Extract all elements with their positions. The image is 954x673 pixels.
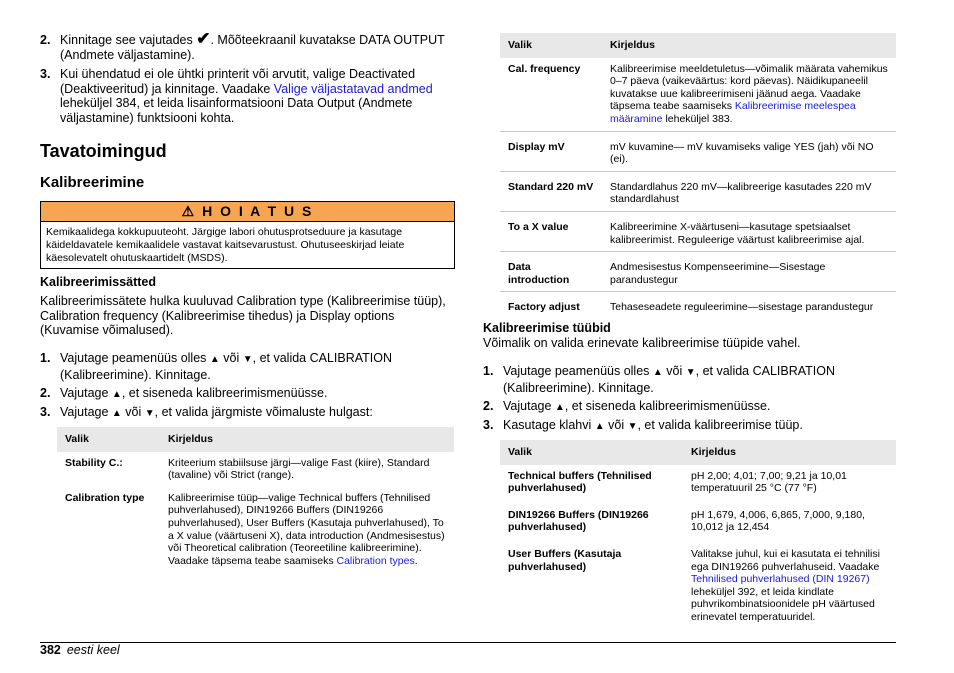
up-arrow-icon: ▲ bbox=[594, 421, 605, 432]
warning-title: H O I A T U S bbox=[202, 203, 314, 219]
table-row bbox=[500, 171, 896, 211]
down-arrow-icon: ▼ bbox=[627, 421, 638, 432]
link-calibration-types[interactable]: Calibration types bbox=[336, 554, 415, 567]
settings-step-1 bbox=[40, 351, 455, 382]
step-text: Vajutage bbox=[60, 386, 112, 400]
table-row bbox=[500, 252, 896, 292]
heading-kalibreerimine: Kalibreerimine bbox=[40, 174, 145, 191]
warning-box bbox=[40, 201, 455, 269]
step-number: 2. bbox=[40, 386, 51, 400]
link-kalibreerimise-meelespea[interactable]: Kalibreerimise meelespea määramine bbox=[610, 100, 856, 125]
step-number: 3. bbox=[40, 405, 51, 419]
warning-text: Kemikaalidega kokkupuuteoht. Järgige labori ohutusprotseduure ja kasutage käideldavatele kemikaalidele vastavat kaitsevarustust. Ohutuseeskirjad leiate käesolevatelt ohutuskaartidelt (MSDS). bbox=[46, 226, 405, 264]
option-description: Andmesisestus Kompenseerimine—Sisestage parandustegur bbox=[602, 252, 896, 292]
table-row bbox=[500, 58, 896, 131]
option-name: Factory adjust bbox=[500, 292, 602, 319]
step-text: Vajutage peamenüüs olles bbox=[503, 364, 653, 378]
step-text: Vajutage bbox=[60, 405, 112, 419]
link-tehnilised-puhverlahused[interactable]: Tehnilised puhverlahused (DIN 19267) bbox=[691, 573, 870, 586]
option-name: Technical buffers (Tehnilised puhverlahused) bbox=[508, 469, 652, 495]
settings-step-2 bbox=[40, 386, 455, 403]
option-name: User Buffers (Kasutaja puhverlahused) bbox=[508, 547, 622, 573]
step-text: leheküljel 384, et leida lisainformatsiooni Data Output (Andmete väljastamine) funktsiooni kohta. bbox=[60, 96, 413, 125]
description-text: . bbox=[414, 554, 418, 567]
option-name: Cal. frequency bbox=[508, 62, 581, 75]
description-text: Kalibreerimise meeldetuletus—võimalik määrata vahemikus 0–7 päeva (vaikeväärtus: kord päevas). Näidikupaneelil kuvatakse uue kalibreerimiseni jäänud aega. Vaadake täpsema teabe saamiseks bbox=[610, 62, 888, 113]
page-footer bbox=[40, 643, 120, 657]
step-text: Kinnitage see vajutades bbox=[60, 33, 197, 47]
option-name: Stability C.: bbox=[65, 456, 123, 469]
description-text: leheküljel 383. bbox=[662, 112, 733, 125]
column-header-valik: Valik bbox=[500, 33, 602, 58]
step-number: 2. bbox=[40, 33, 51, 47]
step-text: , et siseneda kalibreerimismenüüsse. bbox=[564, 399, 771, 413]
table-header-row bbox=[500, 33, 896, 58]
warning-header bbox=[41, 202, 454, 222]
option-description: mV kuvamine— mV kuvamiseks valige YES (jah) või NO (ei). bbox=[602, 131, 896, 171]
step-number: 1. bbox=[40, 351, 51, 365]
step-text: , et siseneda kalibreerimismenüüsse. bbox=[121, 386, 328, 400]
option-description bbox=[683, 539, 896, 629]
table-row bbox=[500, 292, 896, 319]
step-text: Kasutage klahvi bbox=[503, 418, 595, 432]
table-row bbox=[500, 500, 896, 539]
step-number: 1. bbox=[483, 364, 494, 378]
step-text: . Mõõteekraanil kuvatakse DATA OUTPUT (Andmete väljastamine). bbox=[60, 33, 445, 62]
option-description: Kalibreerimine X-väärtuseni—kasutage spetsiaalset kalibreerimist. Reguleerige väärtust kalibreerimise ajal. bbox=[602, 211, 896, 251]
down-arrow-icon: ▼ bbox=[242, 354, 253, 365]
step-number: 3. bbox=[483, 418, 494, 432]
option-name: Calibration type bbox=[65, 491, 145, 504]
option-description: Tehaseseadete reguleerimine—sisestage parandustegur bbox=[602, 292, 896, 319]
link-valige-valjastatavad-andmed[interactable]: Valige väljastatavad andmed bbox=[273, 81, 433, 96]
up-arrow-icon: ▲ bbox=[554, 402, 565, 413]
option-description: pH 2,00; 4,01; 7,00; 9,21 ja 10,01 temperatuuril 25 °C (77 °F) bbox=[691, 469, 847, 495]
option-description bbox=[160, 487, 454, 573]
table-row bbox=[57, 452, 454, 487]
step-text: , et valida järgmiste võimaluste hulgast: bbox=[154, 405, 373, 419]
step-text: või bbox=[219, 351, 243, 365]
page-number: 382 bbox=[40, 643, 61, 657]
step-text: , et valida CALIBRATION (Kalibreerimine). Kinnitage. bbox=[60, 351, 393, 382]
description-text: Kalibreerimise tüüp—valige Technical buffers (Tehnilised puhverlahused), DIN19266 Buffers (DIN19266 puhverlahused), User Buffers (Kasutaja puhverlahused), To a X value (väärtuseni X), data introduction (Andmesisestus) või Theoretical calibration (Teoreetiline kalibreerimine). Vaadake täpsema teabe saamiseks bbox=[168, 491, 445, 567]
option-name: DIN19266 Buffers (DIN19266 puhverlahused) bbox=[508, 508, 649, 534]
option-name: To a X value bbox=[500, 211, 602, 251]
settings-intro: Kalibreerimissätete hulka kuuluvad Calibration type (Kalibreerimise tüüp), Calibration frequency (Kalibreerimise tihedus) ja Display options (Kuvamise võimalused). bbox=[40, 294, 446, 337]
table-row bbox=[500, 465, 896, 500]
step-text: , et valida CALIBRATION (Kalibreerimine). Kinnitage. bbox=[503, 364, 836, 395]
heading-kalibreerimissatted: Kalibreerimissätted bbox=[40, 275, 157, 289]
footer-language: eesti keel bbox=[66, 643, 120, 657]
up-arrow-icon: ▲ bbox=[652, 367, 663, 378]
table-row bbox=[500, 211, 896, 251]
column-header-valik: Valik bbox=[57, 427, 160, 452]
up-arrow-icon: ▲ bbox=[209, 354, 220, 365]
option-description: Standardlahus 220 mV—kalibreerige kasutades 220 mV standardlahust bbox=[602, 171, 896, 211]
table-header-row bbox=[500, 440, 896, 465]
option-description bbox=[602, 58, 896, 131]
step-3-top bbox=[40, 67, 455, 125]
option-name: Standard 220 mV bbox=[500, 171, 602, 211]
step-text: või bbox=[121, 405, 145, 419]
heading-kalibreerimise-tuubid: Kalibreerimise tüübid bbox=[483, 321, 611, 335]
step-number: 2. bbox=[483, 399, 494, 413]
footer-rule bbox=[40, 642, 896, 643]
down-arrow-icon: ▼ bbox=[685, 367, 696, 378]
column-header-valik: Valik bbox=[500, 440, 683, 465]
frequency-table bbox=[500, 33, 896, 319]
step-number: 3. bbox=[40, 67, 51, 81]
types-intro: Võimalik on valida erinevate kalibreerimise tüüpide vahel. bbox=[483, 336, 801, 350]
buffer-types-table bbox=[500, 440, 896, 629]
step-text: Kui ühendatud ei ole ühtki printerit või arvutit, valige Deactivated (Deaktiveeritud) ja kinnitage. Vaadake bbox=[60, 67, 416, 96]
option-name: Data introduction bbox=[500, 252, 602, 292]
option-description: pH 1,679, 4,006, 6,865, 7,000, 9,180, 10,012 ja 12,454 bbox=[691, 508, 865, 534]
description-text: Valitakse juhul, kui ei kasutata ei tehnilisi ega DIN19266 puhverlahuseid. Vaadake bbox=[691, 547, 880, 573]
up-arrow-icon: ▲ bbox=[111, 389, 122, 400]
heading-tavatoimingud: Tavatoimingud bbox=[40, 141, 167, 161]
warning-triangle-icon: ⚠ bbox=[181, 203, 197, 219]
step-2-top bbox=[40, 29, 455, 62]
column-header-kirjeldus: Kirjeldus bbox=[683, 440, 896, 465]
table-row bbox=[500, 539, 896, 629]
down-arrow-icon: ▼ bbox=[144, 408, 155, 419]
table-header-row bbox=[57, 427, 454, 452]
table-row bbox=[57, 487, 454, 573]
settings-table bbox=[57, 427, 454, 572]
settings-step-3 bbox=[40, 405, 455, 422]
column-header-kirjeldus: Kirjeldus bbox=[602, 33, 896, 58]
types-step-2 bbox=[483, 399, 896, 416]
description-text: leheküljel 392, et leida kindlate puhvrikombinatsioonidele pH väärtused erinevatel temperatuuridel. bbox=[691, 585, 875, 623]
step-text: Vajutage peamenüüs olles bbox=[60, 351, 210, 365]
step-text: või bbox=[604, 418, 628, 432]
step-text: Vajutage bbox=[503, 399, 555, 413]
checkmark-icon: ✔ bbox=[196, 29, 211, 48]
step-text: , et valida kalibreerimise tüüp. bbox=[637, 418, 803, 432]
up-arrow-icon: ▲ bbox=[111, 408, 122, 419]
step-text: või bbox=[662, 364, 686, 378]
types-step-3 bbox=[483, 418, 896, 435]
table-row bbox=[500, 131, 896, 171]
option-name: Display mV bbox=[500, 131, 602, 171]
column-header-kirjeldus: Kirjeldus bbox=[160, 427, 454, 452]
types-step-1 bbox=[483, 364, 896, 395]
option-description: Kriteerium stabiilsuse järgi—valige Fast (kiire), Standard (tavaline) või Strict (range). bbox=[168, 456, 430, 482]
